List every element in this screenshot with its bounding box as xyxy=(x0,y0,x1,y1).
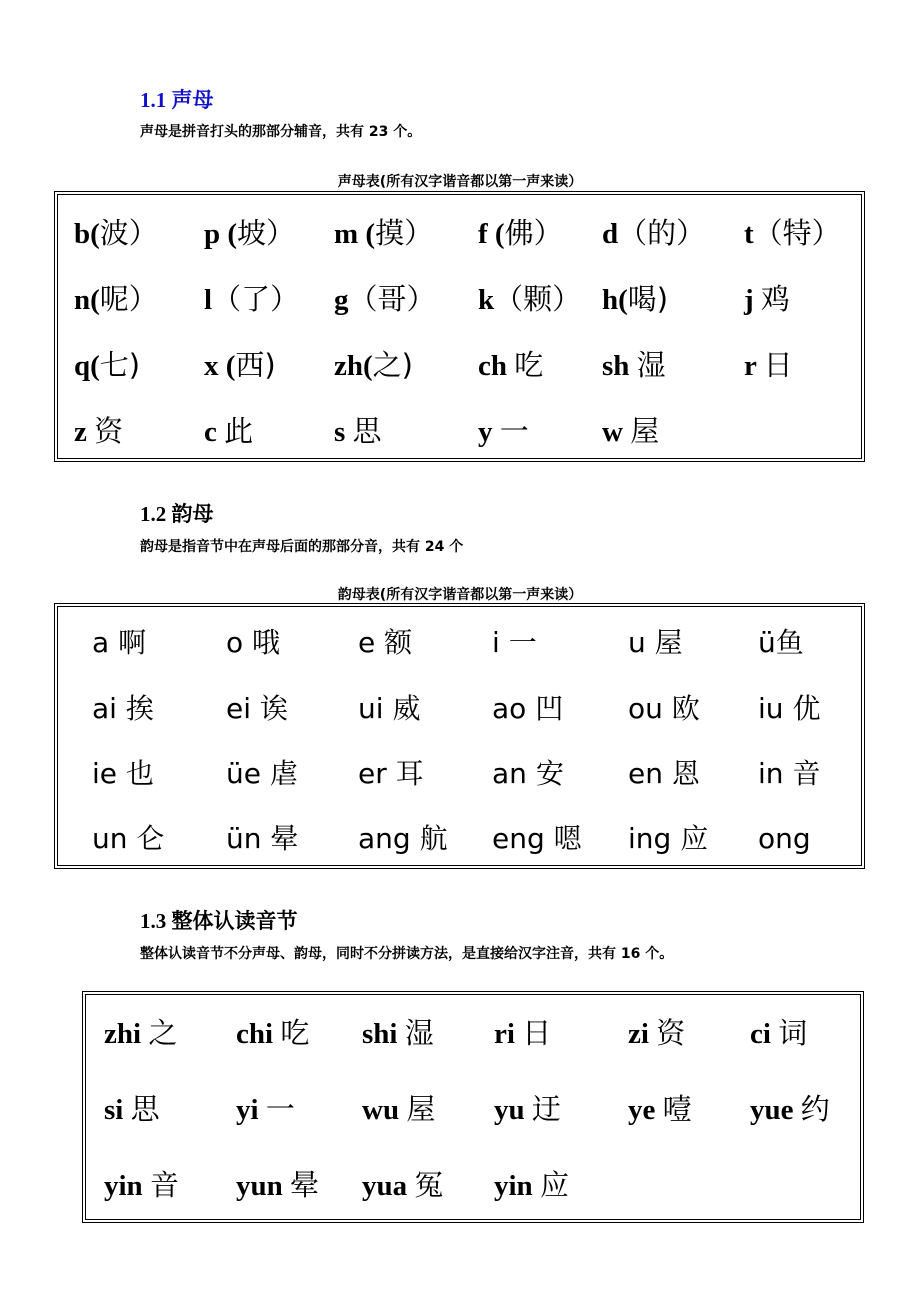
pinyin-text: ei xyxy=(226,692,260,725)
table-cell xyxy=(362,1013,434,1053)
table-caption: 声母表(所有汉字谐音都以第一声来读） xyxy=(337,174,583,190)
table-cell xyxy=(744,213,841,253)
table-caption: 韵母表(所有汉字谐音都以第一声来读） xyxy=(337,587,583,603)
table-cell xyxy=(602,411,659,451)
hanzi-text: 迂 xyxy=(531,1092,561,1126)
pinyin-text: c xyxy=(204,416,225,448)
hanzi-text: 嗯 xyxy=(553,822,582,855)
table-cell xyxy=(226,754,298,794)
hanzi-text: 啊 xyxy=(118,626,147,659)
section-number: 1.1 xyxy=(140,88,167,112)
table-cell xyxy=(204,279,299,319)
table-cell xyxy=(478,345,543,385)
pinyin-text: ü xyxy=(758,626,776,659)
hanzi-text: 鱼 xyxy=(775,626,804,659)
hanzi-text: 七) xyxy=(99,348,141,382)
hanzi-text: 呢） xyxy=(99,282,158,316)
table-cell xyxy=(204,411,253,451)
hanzi-text: 此 xyxy=(224,414,254,448)
pinyin-text: ang xyxy=(358,822,420,855)
pinyin-text: w xyxy=(602,416,631,448)
table-cell xyxy=(602,345,666,385)
pinyin-text: ie xyxy=(92,757,126,790)
section-number: 1.2 xyxy=(140,502,167,526)
finals-table xyxy=(54,603,865,869)
table-cell xyxy=(362,1089,435,1129)
pinyin-text: iu xyxy=(758,692,793,725)
pinyin-text: ing xyxy=(628,822,681,855)
pinyin-text: o xyxy=(226,626,253,659)
table-cell xyxy=(362,1165,443,1205)
hanzi-text: （颗） xyxy=(494,282,582,316)
table-cell xyxy=(758,623,804,663)
hanzi-text: 仑 xyxy=(136,822,165,855)
hanzi-text: 思 xyxy=(352,414,382,448)
hanzi-text: 喝) xyxy=(627,282,669,316)
table-cell xyxy=(236,1013,309,1053)
table-cell xyxy=(236,1089,295,1129)
pinyin-text: ye xyxy=(628,1094,663,1126)
section-title: 声母 xyxy=(171,88,214,112)
table-cell xyxy=(628,689,700,729)
section-title: 整体认读音节 xyxy=(171,909,298,933)
table-cell xyxy=(744,279,790,319)
hanzi-text: 词 xyxy=(778,1016,808,1050)
table-cell xyxy=(492,819,582,859)
pinyin-text: shi xyxy=(362,1018,405,1050)
section-description: 整体认读音节不分声母、韵母，同时不分拼读方法，是直接给汉字注音，共有 16 个。 xyxy=(140,946,674,962)
pinyin-text: i xyxy=(492,626,509,659)
hanzi-text: 屋 xyxy=(630,414,660,448)
table-cell xyxy=(494,1013,551,1053)
table-cell xyxy=(104,1165,179,1205)
pinyin-text: s xyxy=(334,416,353,448)
hanzi-text: （了） xyxy=(212,282,300,316)
hanzi-text: 鸡 xyxy=(760,282,790,316)
section-heading-whole-syllables xyxy=(140,905,298,935)
pinyin-text: er xyxy=(358,757,396,790)
hanzi-text: 额 xyxy=(384,626,413,659)
table-cell xyxy=(226,819,298,859)
pinyin-text: a xyxy=(92,626,119,659)
hanzi-text: 也 xyxy=(125,757,154,790)
table-cell xyxy=(358,754,424,794)
table-cell xyxy=(750,1013,807,1053)
table-cell xyxy=(92,754,154,794)
hanzi-text: 吃 xyxy=(280,1016,310,1050)
table-cell xyxy=(750,1089,830,1129)
hanzi-text: 屋 xyxy=(654,626,683,659)
pinyin-text: yu xyxy=(494,1094,532,1126)
pinyin-text: un xyxy=(92,822,137,855)
section-number: 1.3 xyxy=(140,909,167,933)
table-cell xyxy=(104,1013,177,1053)
section-description: 声母是拼音打头的那部分辅音，共有 23 个。 xyxy=(140,124,422,140)
table-cell xyxy=(602,213,705,253)
table-cell xyxy=(628,1089,692,1129)
hanzi-text: （特） xyxy=(753,216,841,250)
pinyin-text: wu xyxy=(362,1094,407,1126)
pinyin-text: j xyxy=(744,284,761,316)
hanzi-text: 音 xyxy=(792,757,821,790)
table-cell xyxy=(358,819,448,859)
table-cell xyxy=(478,411,529,451)
table-cell xyxy=(628,754,700,794)
table-cell xyxy=(334,279,436,319)
hanzi-text: 恩 xyxy=(671,757,700,790)
pinyin-text: t xyxy=(744,218,754,250)
hanzi-text: 约 xyxy=(800,1092,830,1126)
table-cell xyxy=(358,623,412,663)
pinyin-text: yun xyxy=(236,1170,291,1202)
table-cell xyxy=(74,213,158,253)
table-cell xyxy=(628,819,708,859)
pinyin-text: ün xyxy=(226,822,271,855)
hanzi-text: 应 xyxy=(680,822,709,855)
pinyin-text: l xyxy=(204,284,213,316)
pinyin-text: zhi xyxy=(104,1018,149,1050)
pinyin-text: sh xyxy=(602,350,637,382)
pinyin-text: g xyxy=(334,284,349,316)
pinyin-text: d xyxy=(602,218,619,250)
hanzi-text: 一 xyxy=(265,1092,295,1126)
pinyin-text: si xyxy=(104,1094,131,1126)
pinyin-text: yue xyxy=(750,1094,801,1126)
hanzi-text: 耳 xyxy=(395,757,424,790)
section-description: 韵母是指音节中在声母后面的那部分音，共有 24 个 xyxy=(140,539,464,555)
pinyin-text: p ( xyxy=(204,218,238,250)
hanzi-text: （的） xyxy=(618,216,706,250)
hanzi-text: 坡） xyxy=(237,216,296,250)
table-cell xyxy=(758,819,811,859)
pinyin-text: k xyxy=(478,284,495,316)
initials-table xyxy=(54,191,865,462)
hanzi-text: 日 xyxy=(522,1016,552,1050)
hanzi-text: 佛） xyxy=(504,216,563,250)
hanzi-text: 应 xyxy=(539,1168,569,1202)
pinyin-text: z xyxy=(74,416,95,448)
table-cell xyxy=(92,689,154,729)
table-cell xyxy=(744,345,793,385)
hanzi-text: 晕 xyxy=(270,822,299,855)
table-cell xyxy=(334,213,433,253)
pinyin-text: üe xyxy=(226,757,270,790)
pinyin-text: ou xyxy=(628,692,672,725)
hanzi-text: 音 xyxy=(149,1168,179,1202)
pinyin-text: q( xyxy=(74,350,100,382)
pinyin-text: h( xyxy=(602,284,628,316)
table-cell xyxy=(74,411,123,451)
hanzi-text: 诶 xyxy=(259,692,288,725)
hanzi-text: 一 xyxy=(508,626,537,659)
table-cell xyxy=(494,1089,561,1129)
pinyin-text: en xyxy=(628,757,672,790)
pinyin-text: an xyxy=(492,757,536,790)
pinyin-text: zi xyxy=(628,1018,657,1050)
table-cell xyxy=(758,689,820,729)
table-cell xyxy=(92,819,164,859)
hanzi-text: 日 xyxy=(763,348,793,382)
hanzi-text: 冤 xyxy=(414,1168,444,1202)
pinyin-text: ri xyxy=(494,1018,523,1050)
table-cell xyxy=(628,623,683,663)
hanzi-text: 凹 xyxy=(535,692,564,725)
pinyin-text: e xyxy=(358,626,385,659)
hanzi-text: 安 xyxy=(535,757,564,790)
table-cell xyxy=(236,1165,319,1205)
hanzi-text: 波） xyxy=(99,216,158,250)
hanzi-text: 吃 xyxy=(514,348,544,382)
hanzi-text: 挨 xyxy=(125,692,154,725)
pinyin-text: chi xyxy=(236,1018,281,1050)
pinyin-text: n( xyxy=(74,284,100,316)
table-cell xyxy=(74,279,158,319)
hanzi-text: 虐 xyxy=(269,757,298,790)
hanzi-text: 哦 xyxy=(252,626,281,659)
pinyin-text: ci xyxy=(750,1018,779,1050)
pinyin-text: zh( xyxy=(334,350,373,382)
table-cell xyxy=(602,279,668,319)
table-cell xyxy=(628,1013,685,1053)
whole-syllables-table xyxy=(82,991,864,1223)
section-title: 韵母 xyxy=(171,502,214,526)
table-cell xyxy=(358,689,420,729)
hanzi-text: 晕 xyxy=(290,1168,320,1202)
hanzi-text: 优 xyxy=(792,692,821,725)
hanzi-text: 一 xyxy=(499,414,529,448)
table-cell xyxy=(74,345,140,385)
table-cell xyxy=(492,623,537,663)
table-cell xyxy=(494,1165,569,1205)
table-cell xyxy=(104,1089,160,1129)
pinyin-text: u xyxy=(628,626,655,659)
pinyin-text: yi xyxy=(236,1094,266,1126)
section-heading-finals xyxy=(140,498,214,528)
pinyin-text: y xyxy=(478,416,500,448)
hanzi-text: 威 xyxy=(392,692,421,725)
pinyin-text: yua xyxy=(362,1170,415,1202)
pinyin-text: x ( xyxy=(204,350,236,382)
table-cell xyxy=(204,213,295,253)
pinyin-text: ui xyxy=(358,692,393,725)
pinyin-text: ao xyxy=(492,692,536,725)
hanzi-text: 资 xyxy=(94,414,124,448)
pinyin-text: ong xyxy=(758,822,811,855)
table-cell xyxy=(758,754,820,794)
table-cell xyxy=(334,411,382,451)
hanzi-text: 湿 xyxy=(404,1016,434,1050)
pinyin-text: r xyxy=(744,350,764,382)
table-cell xyxy=(92,623,146,663)
table-cell xyxy=(478,213,563,253)
hanzi-text: 西) xyxy=(235,348,276,382)
hanzi-text: 湿 xyxy=(636,348,666,382)
hanzi-text: 摸） xyxy=(375,216,434,250)
pinyin-text: f ( xyxy=(478,218,505,250)
pinyin-text: ch xyxy=(478,350,515,382)
hanzi-text: 思 xyxy=(130,1092,160,1126)
pinyin-text: b( xyxy=(74,218,100,250)
pinyin-text: yin xyxy=(494,1170,540,1202)
table-cell xyxy=(478,279,581,319)
pinyin-text: in xyxy=(758,757,793,790)
hanzi-text: 资 xyxy=(656,1016,686,1050)
section-heading-initials xyxy=(140,84,214,114)
hanzi-text: 欧 xyxy=(671,692,700,725)
hanzi-text: 之 xyxy=(148,1016,178,1050)
hanzi-text: 航 xyxy=(419,822,448,855)
pinyin-text: m ( xyxy=(334,218,376,250)
table-cell xyxy=(492,689,563,729)
table-cell xyxy=(226,623,280,663)
table-cell xyxy=(226,689,288,729)
table-cell xyxy=(334,345,413,385)
pinyin-text: yin xyxy=(104,1170,150,1202)
hanzi-text: （哥） xyxy=(348,282,436,316)
hanzi-text: 之) xyxy=(372,348,413,382)
hanzi-text: 噎 xyxy=(662,1092,692,1126)
table-cell xyxy=(492,754,564,794)
table-cell xyxy=(204,345,276,385)
pinyin-text: ai xyxy=(92,692,126,725)
pinyin-text: eng xyxy=(492,822,554,855)
hanzi-text: 屋 xyxy=(406,1092,436,1126)
